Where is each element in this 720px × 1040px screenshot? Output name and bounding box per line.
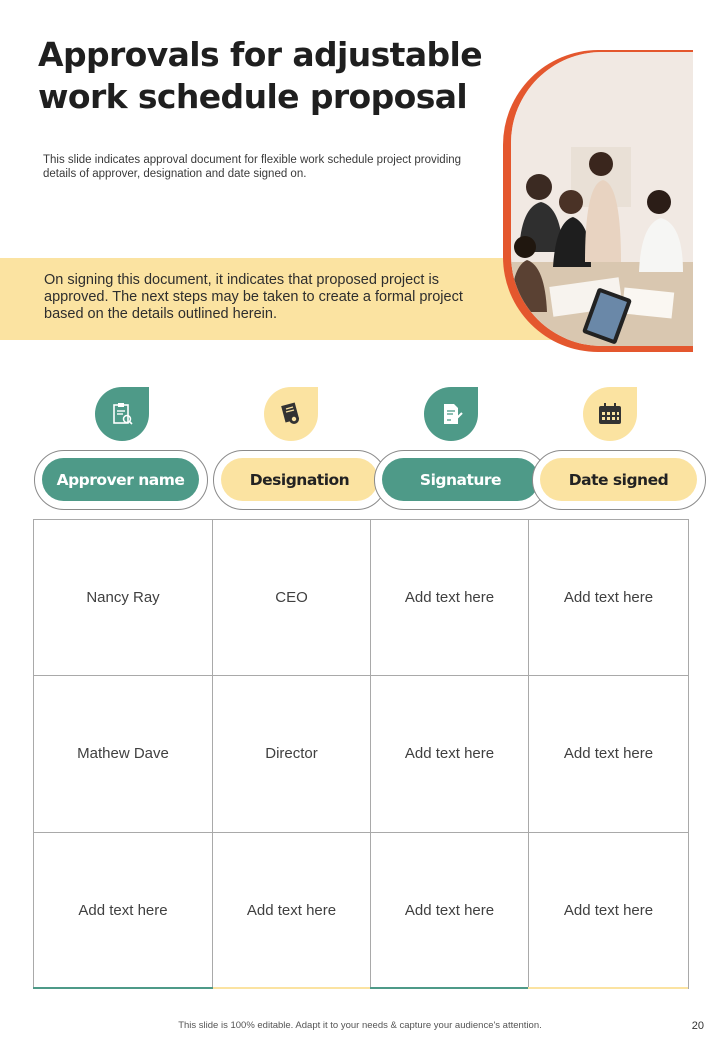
table-row (34, 676, 689, 832)
table-cell[interactable]: Add text here (34, 832, 213, 988)
team-photo-illustration (511, 52, 693, 346)
column-header-date-signed (532, 450, 706, 510)
column-header-designation (213, 450, 387, 510)
table-cell[interactable]: Add text here (529, 520, 689, 676)
calendar-icon (583, 387, 637, 441)
page-title: Approvals for adjustable work schedule proposal (38, 35, 483, 116)
page-number: 20 (691, 1020, 704, 1032)
approver-name-label: Approver name (42, 458, 199, 501)
calendar-icon-glyph (596, 400, 624, 428)
team-photo (511, 52, 693, 346)
table-cell[interactable]: Add text here (371, 832, 529, 988)
table-row (34, 832, 689, 988)
table-cell[interactable]: CEO (213, 520, 371, 676)
signature-label: Signature (382, 458, 539, 501)
table-cell[interactable]: Nancy Ray (34, 520, 213, 676)
document-sign-icon-glyph (437, 400, 465, 428)
column-accent-approver (33, 987, 213, 989)
page-subtitle: This slide indicates approval document for flexible work schedule project providing details of approver, designation and date signed on. (43, 154, 462, 180)
table-cell[interactable]: Add text here (371, 520, 529, 676)
column-header-approver (34, 450, 208, 510)
footer-note: This slide is 100% editable. Adapt it to your needs & capture your audience's attention. (178, 1020, 542, 1031)
column-accent-date (528, 987, 688, 989)
table-cell[interactable]: Add text here (529, 832, 689, 988)
table-cell[interactable]: Add text here (213, 832, 371, 988)
certificate-icon-glyph (277, 400, 305, 428)
table-row (34, 520, 689, 676)
column-header-signature (374, 450, 548, 510)
highlight-text: On signing this document, it indicates that proposed project is approved. The next steps may be taken to create a formal project based on the details outlined herein. (44, 272, 463, 322)
table-cell[interactable]: Add text here (529, 676, 689, 832)
document-sign-icon (424, 387, 478, 441)
table-cell[interactable]: Mathew Dave (34, 676, 213, 832)
column-accent-designation (213, 987, 370, 989)
date-signed-label: Date signed (540, 458, 697, 501)
designation-label: Designation (221, 458, 378, 501)
approval-table (33, 519, 689, 989)
table-cell[interactable]: Add text here (371, 676, 529, 832)
column-accent-signature (370, 987, 528, 989)
clipboard-check-icon (95, 387, 149, 441)
table-cell[interactable]: Director (213, 676, 371, 832)
certificate-icon (264, 387, 318, 441)
clipboard-check-icon-glyph (108, 400, 136, 428)
